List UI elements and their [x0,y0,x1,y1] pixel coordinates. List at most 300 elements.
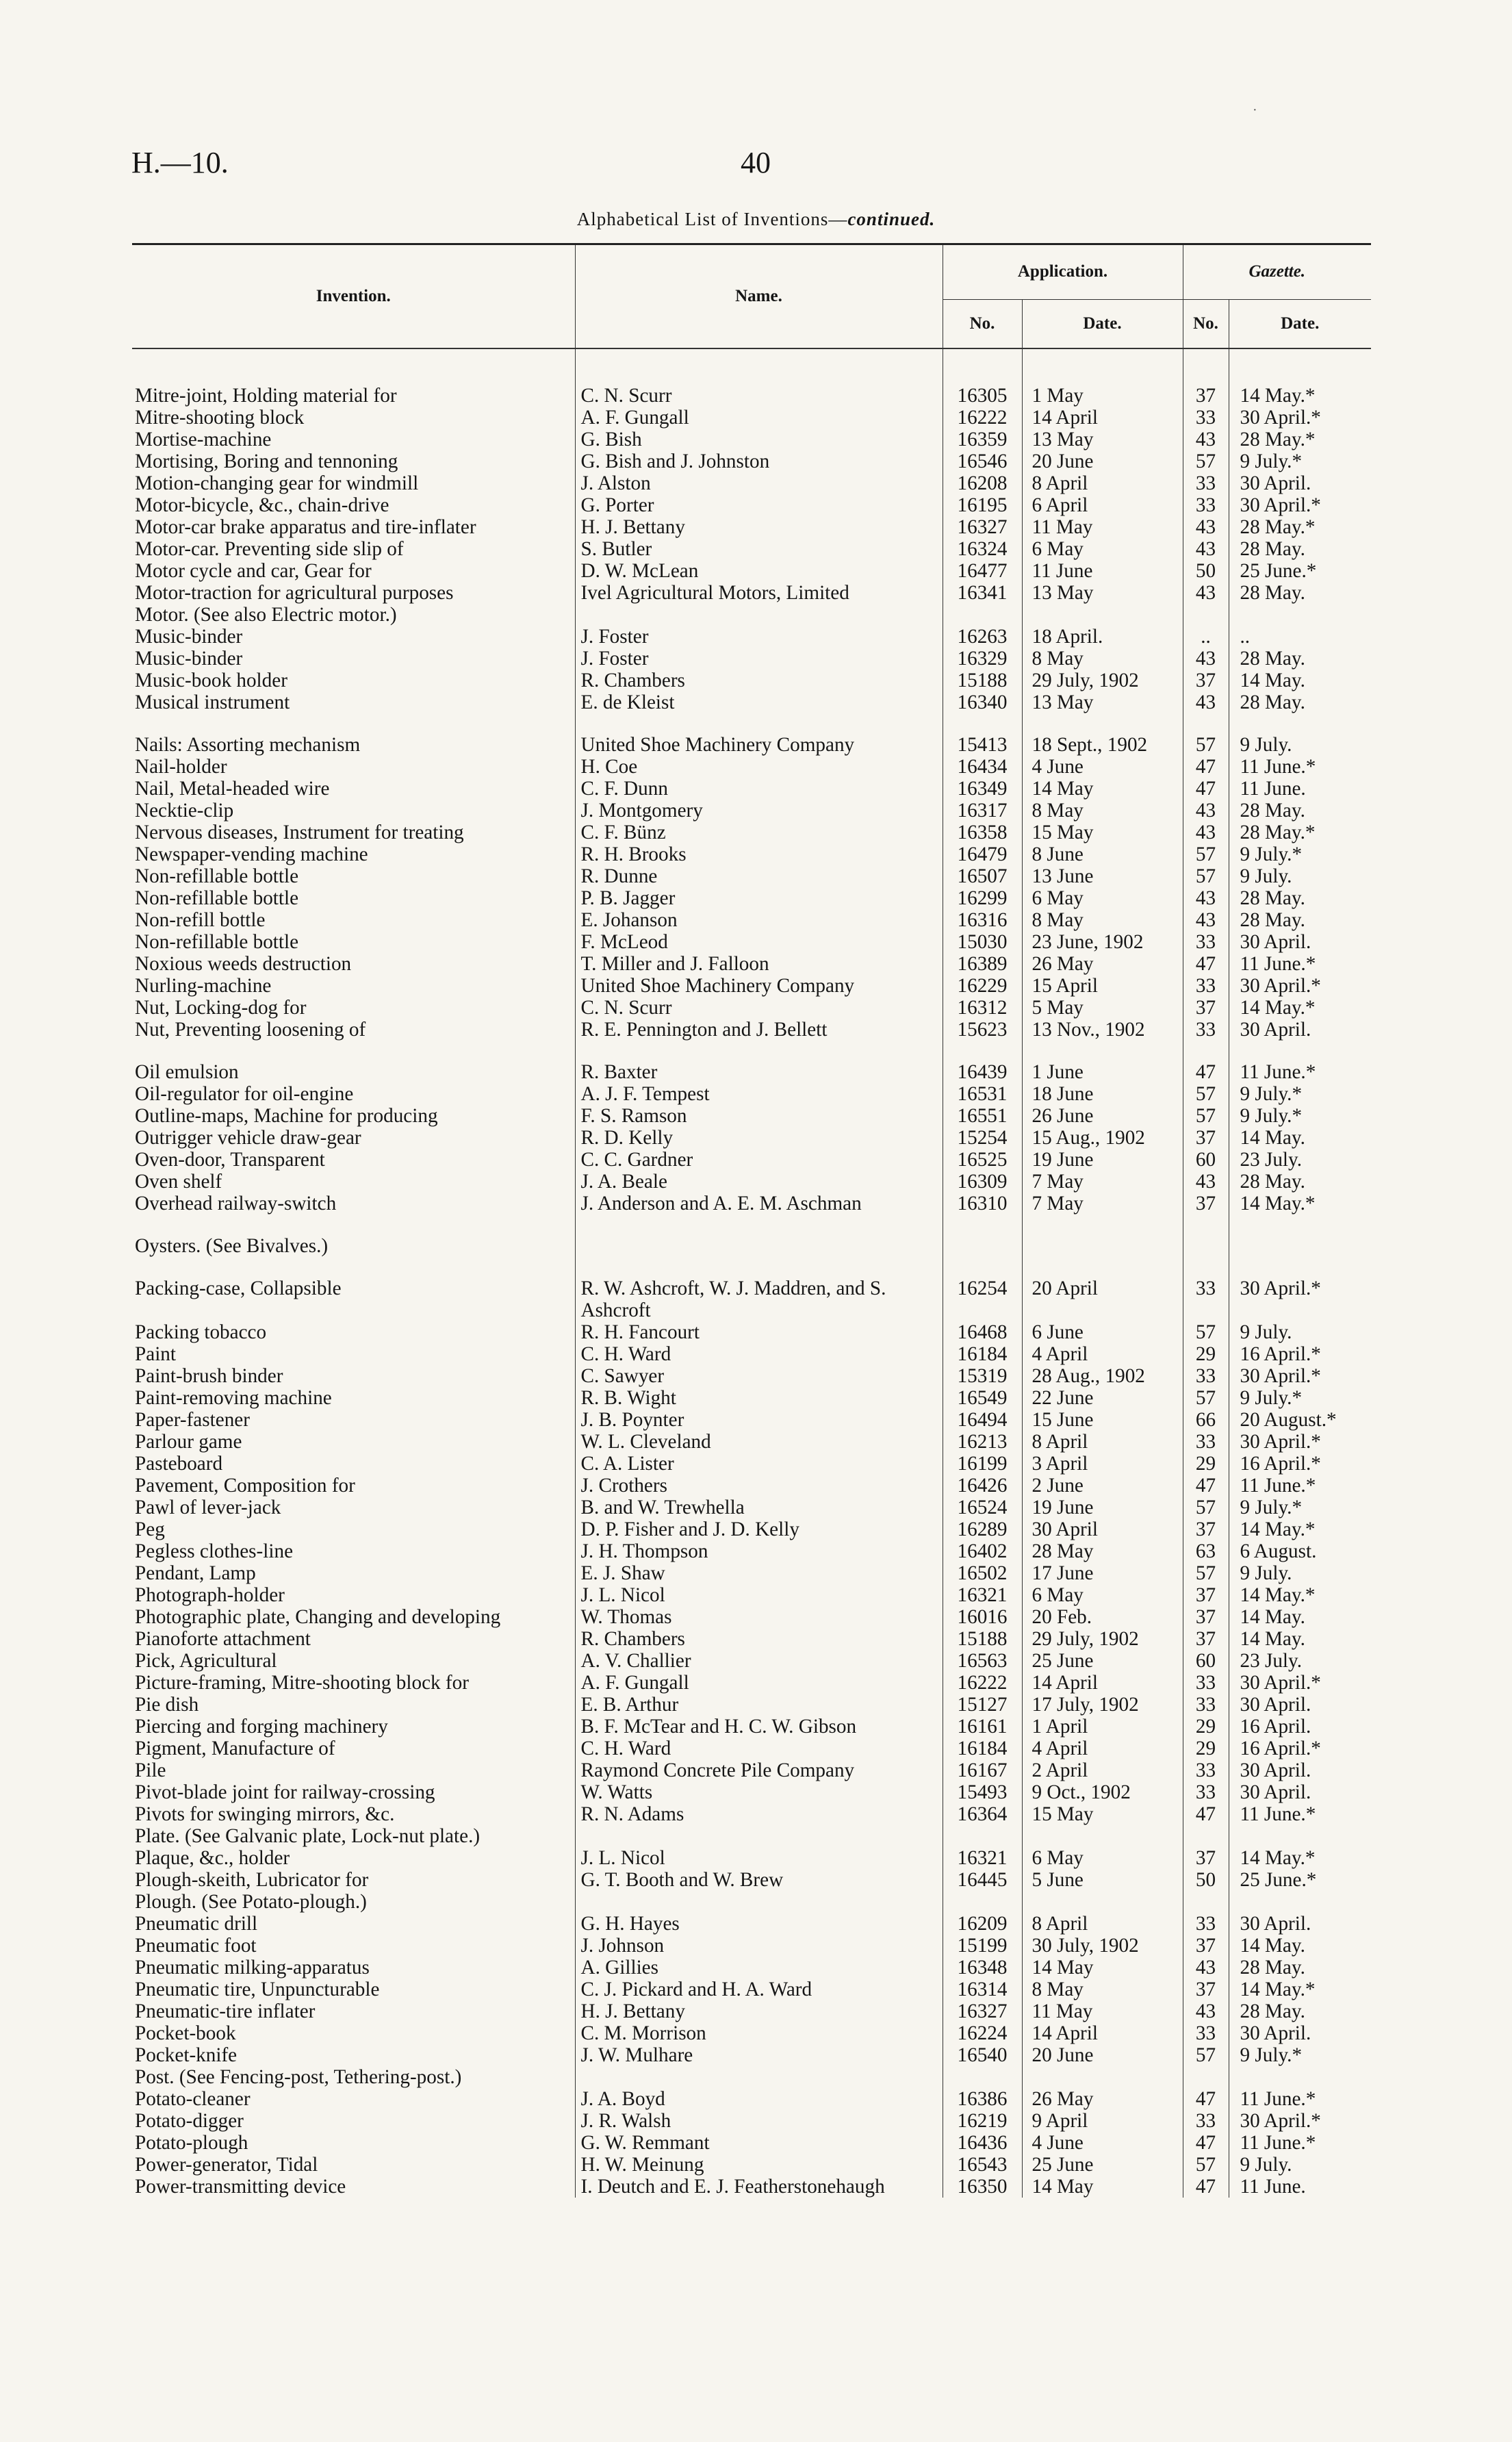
gazette-date-cell: 30 April. [1229,1781,1371,1803]
application-no-cell: 16317 [943,800,1022,822]
name-cell: J. Alston [575,472,943,494]
invention-cell: Non-refill bottle [135,909,266,931]
application-no-cell: 16229 [943,975,1022,997]
name-cell: F. S. Ramson [575,1105,943,1127]
name-cell: J. A. Boyd [575,2088,943,2110]
gazette-no-cell: 37 [1183,1193,1229,1214]
application-no-cell [943,604,1022,626]
gazette-date-cell: 11 June.* [1229,1475,1371,1497]
invention-cell: Plough. (See Potato-plough.) [135,1891,367,1913]
invention-cell: Pegless clothes-line [135,1540,294,1562]
name-cell: J. Montgomery [575,800,943,822]
table-row [132,909,1371,931]
gazette-date-cell: 14 May.* [1229,1584,1371,1606]
gazette-date-cell: 25 June.* [1229,560,1371,582]
gazette-no-cell: 37 [1183,670,1229,691]
application-date-cell: 23 June, 1902 [1022,931,1183,953]
gazette-date-cell [1229,1235,1371,1257]
application-no-cell: 16436 [943,2132,1022,2154]
invention-cell: Photographic plate, Changing and developing [135,1606,501,1628]
application-date-cell: 17 July, 1902 [1022,1694,1183,1716]
application-date-cell: 14 May [1022,1957,1183,1979]
gazette-date-cell: 28 May.* [1229,429,1371,450]
invention-cell: Pigment, Manufacture of [135,1738,335,1759]
gazette-date-cell: 28 May. [1229,887,1371,909]
col-header-gazette: Gazette. [1183,244,1371,300]
name-cell: J. Foster [575,626,943,648]
gazette-no-cell: 37 [1183,1847,1229,1869]
application-no-cell: 16254 [943,1277,1022,1321]
application-no-cell: 15030 [943,931,1022,953]
gazette-no-cell: 33 [1183,1019,1229,1041]
invention-cell: Non-refillable bottle [135,887,299,909]
application-date-cell: 6 April [1022,494,1183,516]
application-no-cell [943,1825,1022,1847]
gazette-date-cell: 28 May. [1229,2000,1371,2022]
name-cell: G. W. Remmant [575,2132,943,2154]
table-row [132,385,1371,407]
application-no-cell: 16549 [943,1387,1022,1409]
invention-cell: Parlour game [135,1431,242,1453]
invention-cell: Mitre-joint, Holding material for [135,385,397,407]
gazette-no-cell: 47 [1183,778,1229,800]
application-date-cell: 30 April [1022,1518,1183,1540]
application-no-cell: 16525 [943,1149,1022,1171]
name-cell: R. B. Wight [575,1387,943,1409]
invention-cell: Picture-framing, Mitre-shooting block for [135,1672,469,1694]
application-no-cell: 16349 [943,778,1022,800]
name-cell: C. N. Scurr [575,385,943,407]
application-no-cell: 16321 [943,1847,1022,1869]
gazette-date-cell [1229,1891,1371,1913]
invention-cell: Motor-car. Preventing side slip of [135,538,404,560]
name-cell: C. J. Pickard and H. A. Ward [575,1979,943,2000]
gazette-date-cell: 28 May.* [1229,822,1371,843]
gazette-date-cell: 23 July. [1229,1149,1371,1171]
table-row [132,931,1371,953]
table-row [132,1431,1371,1453]
gazette-date-cell: 14 May.* [1229,1193,1371,1214]
invention-cell: Music-binder [135,648,243,670]
gazette-no-cell: 57 [1183,1321,1229,1343]
name-cell: G. Bish and J. Johnston [575,450,943,472]
application-date-cell: 15 April [1022,975,1183,997]
table-row [132,1979,1371,2000]
name-cell: J. A. Beale [575,1171,943,1193]
col-header-application: Application. [943,244,1183,300]
table-row [132,1171,1371,1193]
name-cell: R. Chambers [575,670,943,691]
name-cell: J. Crothers [575,1475,943,1497]
invention-cell: Newspaper-vending machine [135,843,368,865]
name-cell: J. W. Mulhare [575,2044,943,2066]
gazette-no-cell: 37 [1183,1127,1229,1149]
gazette-no-cell: 33 [1183,472,1229,494]
application-date-cell: 8 May [1022,909,1183,931]
invention-cell: Pile [135,1759,166,1781]
table-row [132,1019,1371,1041]
application-date-cell: 18 Sept., 1902 [1022,734,1183,756]
gazette-date-cell: 28 May. [1229,691,1371,713]
application-date-cell: 20 April [1022,1277,1183,1321]
application-no-cell: 16341 [943,582,1022,604]
application-no-cell: 15413 [943,734,1022,756]
table-row [132,1759,1371,1781]
table-row [132,2088,1371,2110]
gazette-no-cell: 47 [1183,2176,1229,2198]
name-cell: D. P. Fisher and J. D. Kelly [575,1518,943,1540]
name-cell: A. Gillies [575,1957,943,1979]
gazette-date-cell: 14 May.* [1229,1847,1371,1869]
application-date-cell: 8 June [1022,843,1183,865]
application-date-cell [1022,1235,1183,1257]
application-date-cell: 29 July, 1902 [1022,670,1183,691]
application-date-cell: 8 April [1022,472,1183,494]
name-cell: E. de Kleist [575,691,943,713]
name-cell: R. Chambers [575,1628,943,1650]
gazette-no-cell: 63 [1183,1540,1229,1562]
application-no-cell: 16445 [943,1869,1022,1891]
application-date-cell: 15 May [1022,1803,1183,1825]
gazette-date-cell: 28 May. [1229,800,1371,822]
application-date-cell: 29 July, 1902 [1022,1628,1183,1650]
application-no-cell: 16312 [943,997,1022,1019]
gazette-no-cell: 43 [1183,909,1229,931]
invention-cell: Motor-traction for agricultural purposes [135,582,454,604]
invention-cell: Musical instrument [135,691,290,713]
name-cell [575,1825,943,1847]
table-row [132,2154,1371,2176]
gazette-no-cell: 33 [1183,407,1229,429]
table-row [132,2110,1371,2132]
gazette-date-cell: 30 April. [1229,931,1371,953]
name-cell: H. W. Meinung [575,2154,943,2176]
gazette-date-cell: 14 May.* [1229,1518,1371,1540]
application-date-cell: 4 April [1022,1343,1183,1365]
application-no-cell: 16434 [943,756,1022,778]
application-no-cell: 16563 [943,1650,1022,1672]
application-date-cell: 22 June [1022,1387,1183,1409]
application-no-cell: 16551 [943,1105,1022,1127]
table-row [132,429,1371,450]
name-cell: J. L. Nicol [575,1847,943,1869]
gazette-date-cell: 14 May.* [1229,385,1371,407]
invention-cell: Peg [135,1518,165,1540]
application-date-cell: 15 May [1022,822,1183,843]
gazette-no-cell: 57 [1183,1497,1229,1518]
inventions-table [132,243,1371,2198]
table-row [132,1193,1371,1214]
invention-cell: Pocket-book [135,2022,236,2044]
invention-cell: Pendant, Lamp [135,1562,256,1584]
application-no-cell: 16222 [943,1672,1022,1694]
application-date-cell: 5 June [1022,1869,1183,1891]
gazette-no-cell: 33 [1183,975,1229,997]
col-header-gazette-date: Date. [1229,299,1371,348]
gazette-no-cell: 33 [1183,1672,1229,1694]
name-cell: J. L. Nicol [575,1584,943,1606]
gazette-date-cell: 28 May.* [1229,516,1371,538]
application-date-cell: 6 May [1022,1584,1183,1606]
gazette-no-cell: 57 [1183,2044,1229,2066]
name-cell: J. Foster [575,648,943,670]
name-cell: G. Bish [575,429,943,450]
table-row [132,1540,1371,1562]
gazette-date-cell: 16 April.* [1229,1343,1371,1365]
table-row [132,843,1371,865]
invention-cell: Nervous diseases, Instrument for treating [135,822,464,843]
application-no-cell: 16314 [943,1979,1022,2000]
table-row [132,1343,1371,1365]
application-no-cell: 16195 [943,494,1022,516]
table-spacer [132,348,1371,385]
invention-cell: Motor. (See also Electric motor.) [135,604,397,626]
application-date-cell: 4 June [1022,756,1183,778]
table-row [132,2132,1371,2154]
invention-cell: Overhead railway-switch [135,1193,337,1214]
name-cell [575,604,943,626]
gazette-no-cell: 57 [1183,1387,1229,1409]
gazette-no-cell: 37 [1183,1628,1229,1650]
name-cell: C. H. Ward [575,1343,943,1365]
application-no-cell: 16524 [943,1497,1022,1518]
gazette-date-cell: 9 July. [1229,1321,1371,1343]
gazette-date-cell: 30 April.* [1229,1365,1371,1387]
name-cell: F. McLeod [575,931,943,953]
invention-cell: Non-refillable bottle [135,931,299,953]
gazette-date-cell: .. [1229,626,1371,648]
gazette-no-cell: 60 [1183,1149,1229,1171]
table-row [132,1497,1371,1518]
application-no-cell: 15188 [943,1628,1022,1650]
gazette-date-cell: 16 April. [1229,1716,1371,1738]
application-date-cell: 6 June [1022,1321,1183,1343]
name-cell: B. and W. Trewhella [575,1497,943,1518]
name-cell: A. V. Challier [575,1650,943,1672]
col-header-application-date: Date. [1022,299,1183,348]
name-cell: J. B. Poynter [575,1409,943,1431]
table-spacer [132,1041,1371,1061]
application-no-cell: 16468 [943,1321,1022,1343]
name-cell: E. Johanson [575,909,943,931]
name-cell: C. A. Lister [575,1453,943,1475]
gazette-no-cell: 47 [1183,2088,1229,2110]
application-date-cell: 19 June [1022,1497,1183,1518]
stray-mark: · [1253,103,1257,118]
name-cell [575,1891,943,1913]
application-no-cell: 16327 [943,2000,1022,2022]
invention-cell: Photograph-holder [135,1584,285,1606]
application-no-cell: 15319 [943,1365,1022,1387]
gazette-date-cell: 16 April.* [1229,1453,1371,1475]
gazette-date-cell: 9 July. [1229,865,1371,887]
gazette-no-cell: 57 [1183,734,1229,756]
application-date-cell: 28 May [1022,1540,1183,1562]
gazette-date-cell: 14 May.* [1229,997,1371,1019]
gazette-no-cell: 33 [1183,1365,1229,1387]
table-row [132,734,1371,756]
application-no-cell: 16016 [943,1606,1022,1628]
gazette-date-cell: 30 April. [1229,1694,1371,1716]
invention-cell: Nurling-machine [135,975,272,997]
name-cell: C. H. Ward [575,1738,943,1759]
gazette-date-cell: 9 July.* [1229,1387,1371,1409]
table-row [132,1694,1371,1716]
application-date-cell: 4 June [1022,2132,1183,2154]
table-row [132,1606,1371,1628]
document-code: H.—10. [131,146,229,179]
invention-cell: Paint-brush binder [135,1365,283,1387]
application-date-cell: 13 May [1022,582,1183,604]
name-cell: R. Dunne [575,865,943,887]
gazette-date-cell: 14 May. [1229,1127,1371,1149]
table-row [132,648,1371,670]
name-cell: A. F. Gungall [575,407,943,429]
name-cell: G. H. Hayes [575,1913,943,1935]
invention-cell: Pivot-blade joint for railway-crossing [135,1781,435,1803]
gazette-date-cell: 30 April.* [1229,1431,1371,1453]
name-cell: C. N. Scurr [575,997,943,1019]
table-row [132,2044,1371,2066]
application-date-cell: 13 Nov., 1902 [1022,1019,1183,1041]
table-row [132,1935,1371,1957]
gazette-no-cell: 47 [1183,953,1229,975]
gazette-date-cell: 14 May.* [1229,1979,1371,2000]
name-cell [575,1235,943,1257]
application-no-cell: 16386 [943,2088,1022,2110]
name-cell: R. D. Kelly [575,1127,943,1149]
application-date-cell: 7 May [1022,1171,1183,1193]
application-date-cell: 14 May [1022,778,1183,800]
gazette-no-cell: 33 [1183,931,1229,953]
gazette-date-cell: 11 June.* [1229,1061,1371,1083]
application-no-cell: 16309 [943,1171,1022,1193]
name-cell: R. N. Adams [575,1803,943,1825]
application-no-cell: 15493 [943,1781,1022,1803]
gazette-no-cell: 57 [1183,450,1229,472]
table-row [132,1475,1371,1497]
gazette-no-cell: 43 [1183,1171,1229,1193]
application-date-cell: 2 April [1022,1759,1183,1781]
gazette-no-cell: 33 [1183,1759,1229,1781]
application-no-cell: 16263 [943,626,1022,648]
invention-cell: Nut, Locking-dog for [135,997,307,1019]
application-date-cell: 20 June [1022,2044,1183,2066]
invention-cell: Necktie-clip [135,800,234,822]
gazette-no-cell: 33 [1183,494,1229,516]
invention-cell: Potato-digger [135,2110,244,2132]
application-no-cell: 16209 [943,1913,1022,1935]
application-no-cell: 16184 [943,1738,1022,1759]
table-row [132,1518,1371,1540]
invention-cell: Pavement, Composition for [135,1475,355,1497]
invention-cell: Piercing and forging machinery [135,1716,388,1738]
gazette-date-cell: 16 April.* [1229,1738,1371,1759]
table-row [132,1105,1371,1127]
gazette-no-cell: 43 [1183,1957,1229,1979]
table-spacer [132,1257,1371,1277]
application-no-cell: 16546 [943,450,1022,472]
gazette-no-cell: 57 [1183,865,1229,887]
name-cell: J. R. Walsh [575,2110,943,2132]
name-cell: C. F. Dunn [575,778,943,800]
invention-cell: Pie dish [135,1694,199,1716]
application-date-cell: 13 May [1022,691,1183,713]
gazette-date-cell: 9 July.* [1229,2044,1371,2066]
gazette-date-cell: 14 May. [1229,670,1371,691]
name-cell: C. Sawyer [575,1365,943,1387]
name-cell: C. M. Morrison [575,2022,943,2044]
application-date-cell: 17 June [1022,1562,1183,1584]
application-date-cell: 8 May [1022,800,1183,822]
application-no-cell: 16426 [943,1475,1022,1497]
gazette-no-cell: 29 [1183,1716,1229,1738]
invention-cell: Motion-changing gear for windmill [135,472,419,494]
page-number: 40 [741,146,771,179]
application-date-cell: 8 April [1022,1913,1183,1935]
gazette-no-cell: 37 [1183,1584,1229,1606]
invention-cell: Nails: Assorting mechanism [135,734,361,756]
gazette-date-cell: 9 July. [1229,734,1371,756]
name-cell: United Shoe Machinery Company [575,975,943,997]
invention-cell: Oil emulsion [135,1061,239,1083]
table-spacer [132,713,1371,734]
name-cell: H. Coe [575,756,943,778]
application-no-cell: 16219 [943,2110,1022,2132]
name-cell: H. J. Bettany [575,516,943,538]
application-date-cell: 9 Oct., 1902 [1022,1781,1183,1803]
gazette-no-cell [1183,1235,1229,1257]
gazette-date-cell: 11 June. [1229,778,1371,800]
gazette-date-cell: 30 April.* [1229,407,1371,429]
application-no-cell: 16213 [943,1431,1022,1453]
gazette-no-cell: 43 [1183,516,1229,538]
name-cell: W. Watts [575,1781,943,1803]
invention-cell: Outrigger vehicle draw-gear [135,1127,361,1149]
table-row [132,1672,1371,1694]
name-cell: R. W. Ashcroft, W. J. Maddren, and S. Ashcroft [575,1277,943,1321]
table-row [132,800,1371,822]
application-date-cell: 15 June [1022,1409,1183,1431]
table-row [132,1738,1371,1759]
table-row [132,1387,1371,1409]
gazette-no-cell [1183,1825,1229,1847]
application-no-cell: 15254 [943,1127,1022,1149]
inventions-table-wrap [132,243,1371,2198]
application-date-cell: 19 June [1022,1149,1183,1171]
gazette-date-cell: 11 June.* [1229,953,1371,975]
name-cell: C. F. Bünz [575,822,943,843]
gazette-date-cell: 6 August. [1229,1540,1371,1562]
application-date-cell: 6 May [1022,887,1183,909]
application-no-cell: 16310 [943,1193,1022,1214]
gazette-no-cell: 47 [1183,1803,1229,1825]
application-no-cell: 16161 [943,1716,1022,1738]
invention-cell: Oven-door, Transparent [135,1149,325,1171]
invention-cell: Motor-car brake apparatus and tire-inflater [135,516,476,538]
application-no-cell [943,2066,1022,2088]
application-no-cell: 16289 [943,1518,1022,1540]
gazette-date-cell: 9 July. [1229,2154,1371,2176]
application-date-cell: 14 April [1022,407,1183,429]
application-no-cell: 16543 [943,2154,1022,2176]
application-no-cell: 16321 [943,1584,1022,1606]
application-date-cell: 6 May [1022,1847,1183,1869]
application-no-cell: 16340 [943,691,1022,713]
application-date-cell: 20 June [1022,450,1183,472]
table-row [132,2022,1371,2044]
gazette-date-cell: 30 April.* [1229,1672,1371,1694]
